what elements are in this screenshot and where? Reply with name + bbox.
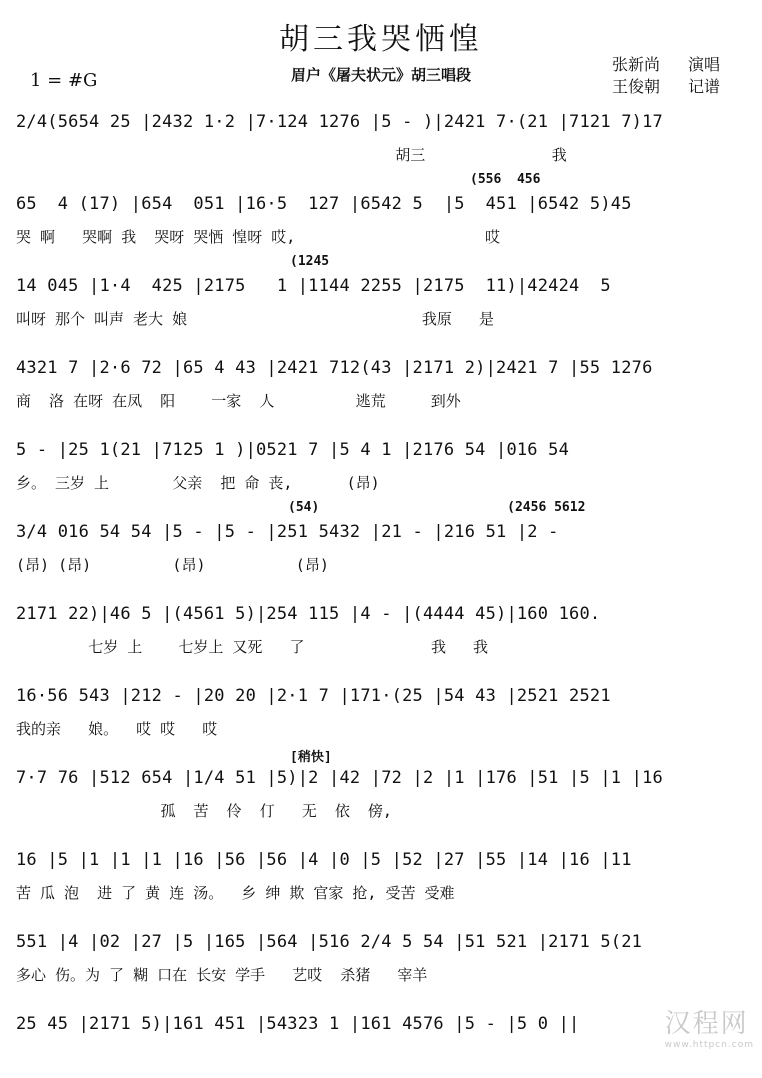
- lyrics-line: (昂) (昂) (昂) (昂): [16, 556, 329, 574]
- notation-line: 65 4 (17) |654 051 |16·5 127 |6542 5 |5 451 |6542 5)45: [16, 194, 643, 214]
- key-signature: 1 = #G: [30, 70, 98, 91]
- subtitle: 眉户《屠夫状元》胡三唱段: [290, 66, 471, 84]
- notation-line: 5 - |25 1(21 |7125 1 )|0521 7 |5 4 1 |2176 54 |016 54: [16, 440, 580, 460]
- notation-line: 2171 22)|46 5 |(4561 5)|254 115 |4 - |(4444 45)|160 160.: [16, 604, 611, 624]
- watermark: [665, 1003, 754, 1050]
- notation-line: 3/4 016 54 54 |5 - |5 - |251 5432 |21 - |216 51 |2 -: [16, 522, 570, 542]
- score-annotation: (54) (2456 5612: [288, 500, 586, 515]
- notation-line: 7·7 76 |512 654 |1/4 51 |5)|2 |42 |72 |2 |1 |176 |51 |5 |1 |16: [16, 768, 674, 788]
- notation-line: 2/4(5654 25 |2432 1·2 |7·124 1276 |5 - )|2421 7·(21 |7121 7)17: [16, 112, 674, 132]
- lyrics-line: 多心 伤。为 了 糊 口在 长安 学手 艺哎 杀猪 宰羊: [16, 966, 428, 984]
- lyrics-line: 苦 瓜 泡 进 了 黄 连 汤。 乡 绅 欺 官家 抢, 受苦 受难: [16, 884, 455, 902]
- watermark-url: www.httpcn.com: [664, 1040, 754, 1050]
- lyrics-line: 我的亲 娘。 哎 哎 哎: [16, 720, 218, 738]
- credit-notator: [612, 74, 720, 97]
- page-title: 胡三我哭恓惶: [279, 22, 483, 57]
- score-annotation: (1245: [290, 254, 330, 269]
- credit-role: 演唱: [688, 55, 721, 74]
- credit-singer: [612, 52, 720, 75]
- score-annotation: (556 456: [470, 172, 541, 187]
- credit-role: 记谱: [688, 77, 721, 96]
- notation-line: 14 045 |1·4 425 |2175 1 |1144 2255 |2175 11)|42424 5: [16, 276, 622, 296]
- lyrics-line: 商 洛 在呀 在凤 阳 一家 人 逃荒 到外: [16, 392, 461, 410]
- notation-line: 25 45 |2171 5)|161 451 |54323 1 |161 4576 |5 - |5 0 ||: [16, 1014, 580, 1034]
- watermark-text: 汉程网: [664, 1009, 749, 1039]
- credit-name: 张新尚: [612, 55, 661, 74]
- notation-line: 551 |4 |02 |27 |5 |165 |564 |516 2/4 5 54 |51 521 |2171 5(21: [16, 932, 653, 952]
- notation-line: 16 |5 |1 |1 |1 |16 |56 |56 |4 |0 |5 |52 |27 |55 |14 |16 |11: [16, 850, 643, 870]
- lyrics-line: 叫呀 那个 叫声 老大 娘 我原 是: [16, 310, 495, 328]
- score-annotation: [稍快]: [290, 750, 332, 765]
- lyrics-line: 孤 苦 伶 仃 无 依 傍,: [16, 802, 392, 820]
- notation-line: 16·56 543 |212 - |20 20 |2·1 7 |171·(25 |54 43 |2521 2521: [16, 686, 622, 706]
- lyrics-line: 胡三 我: [16, 146, 567, 164]
- notation-line: 4321 7 |2·6 72 |65 4 43 |2421 712(43 |2171 2)|2421 7 |55 1276: [16, 358, 663, 378]
- credit-name: 王俊朝: [612, 77, 661, 96]
- lyrics-line: 乡。 三岁 上 父亲 把 命 丧, (昂): [16, 474, 380, 492]
- lyrics-line: 哭 啊 哭啊 我 哭呀 哭恓 惶呀 哎, 哎: [16, 228, 500, 246]
- lyrics-line: 七岁 上 七岁上 又死 了 我 我: [16, 638, 489, 656]
